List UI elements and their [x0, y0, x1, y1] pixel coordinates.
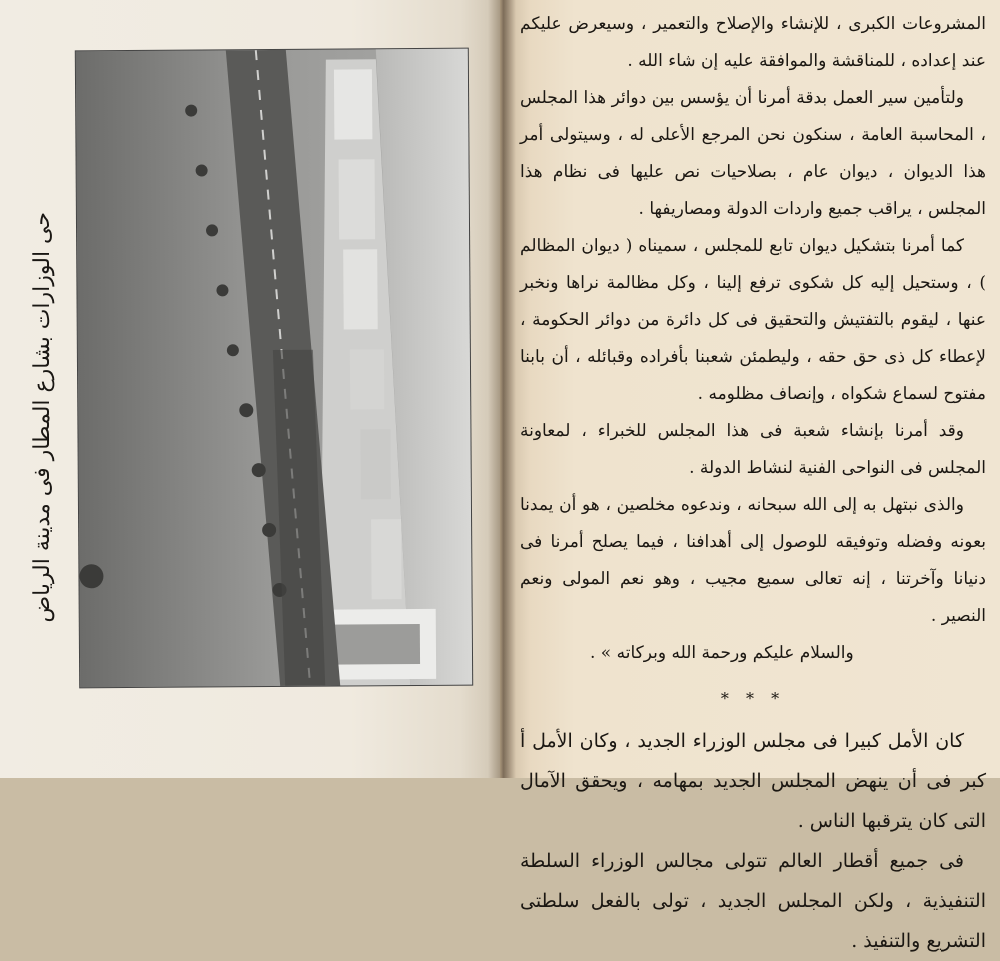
- section-separator: * * *: [720, 689, 786, 708]
- right-page-text: [520, 6, 986, 952]
- ministries-district-photo: [76, 49, 472, 688]
- photo-caption: حى الوزارات بشارع المطار فى مدينة الرياض: [30, 212, 55, 623]
- paragraph: ولتأمين سير العمل بدقة أمرنا أن يؤسس بين دوائر هذا المجلس ، المحاسبة العامة ، سنكون نحن المرجع الأعلى له ، وسيتولى أمر هذا الديوان ، ديوان عام ، بصلاحيات نص عليها فى نظام هذا المجلس ، يراقب جميع واردات الدولة ومصاريفها .: [520, 88, 986, 219]
- paragraph: والذى نبتهل به إلى الله سبحانه ، وندعوه مخلصين ، هو أن يمدنا بعونه وفضله وتوفيقه للوصول إلى أهدافنا ، فيما يصلح أمرنا فى دنيانا وآخرتنا ، إنه تعالى سميع مجيب ، وهو نعم المولى ونعم النصير .: [520, 495, 986, 626]
- photo-caption-area: [18, 212, 68, 623]
- paragraph: المشروعات الكبرى ، للإنشاء والإصلاح والتعمير ، وسيعرض عليكم عند إعداده ، للمناقشة والموافقة عليه إن شاء الله .: [520, 14, 986, 71]
- paragraph: كان الأمل كبيرا فى مجلس الوزراء الجديد ، وكان الأمل أ كبر فى أن ينهض المجلس الجديد بمهامه ، ويحقق الآمال التى كان يترقبها الناس .: [520, 730, 986, 832]
- book-gutter: [488, 0, 516, 778]
- photo-image: [76, 49, 472, 688]
- paragraph: كما أمرنا بتشكيل ديوان تابع للمجلس ، سميناه ( ديوان المظالم ) ، وستحيل إليه كل شكوى ترفع إلينا ، وكل مظالمة نراها ونخبر عنها ، ليقوم بالتفتيش والتحقيق فى كل دائرة من دوائر الحكومة ، لإعطاء كل ذى حق حقه ، وليطمئن شعبنا بأفراده وقبائله ، أن بابنا مفتوح لسماع شكواه ، وإنصاف مظلومه .: [520, 236, 986, 404]
- paragraph: فى جميع أقطار العالم تتولى مجالس الوزراء السلطة التنفيذية ، ولكن المجلس الجديد ، تولى بالفعل سلطتى التشريع والتنفيذ .: [520, 850, 986, 952]
- closing-line: والسلام عليكم ورحمة الله وبركاته » .: [590, 643, 854, 663]
- left-page: [0, 0, 500, 778]
- paragraph: وقد أمرنا بإنشاء شعبة فى هذا المجلس للخبراء ، لمعاونة المجلس فى النواحى الفنية لنشاط الدولة .: [520, 421, 986, 478]
